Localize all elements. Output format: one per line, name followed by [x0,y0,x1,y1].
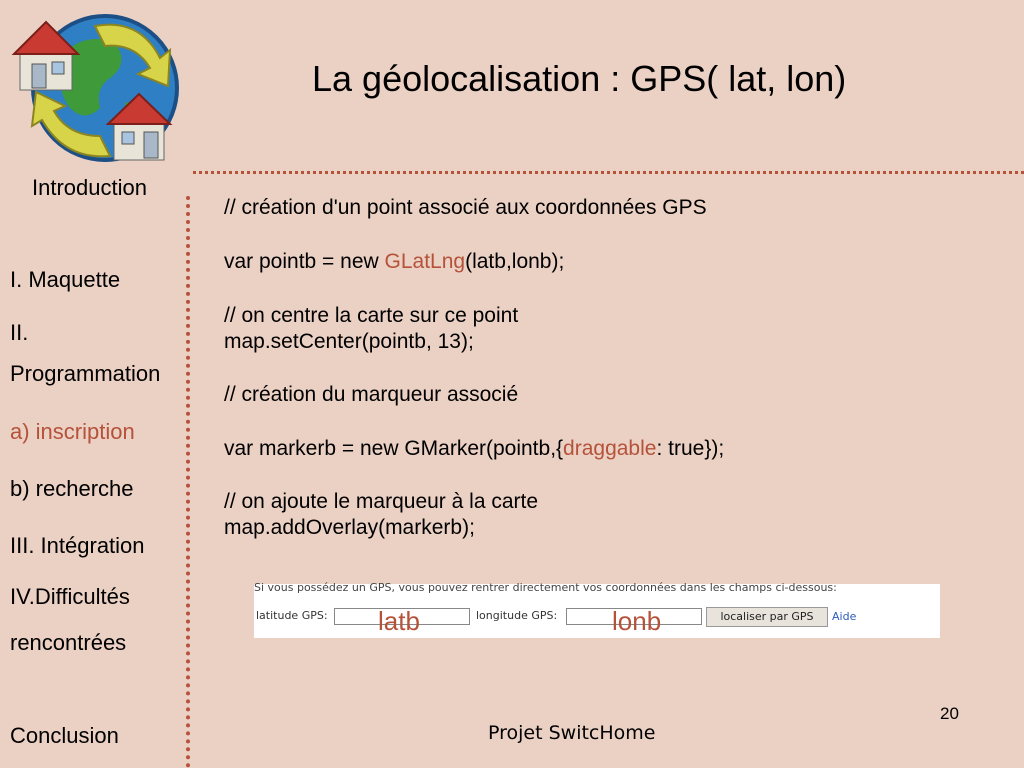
nav-introduction[interactable]: Introduction [32,175,147,200]
page-number: 20 [940,704,959,723]
footer-text: Projet SwitcHome [488,722,656,744]
nav-integration[interactable]: III. Intégration [10,533,145,558]
code-keyword: GLatLng [384,250,466,273]
horizontal-divider [193,171,1024,174]
nav-conclusion[interactable]: Conclusion [10,723,119,748]
nav-programmation[interactable]: II. [10,320,29,345]
latb-annotation: latb [378,606,420,636]
code-line: map.addOverlay(markerb); [224,516,475,539]
vertical-divider [186,196,190,768]
latitude-label: latitude GPS: [256,609,328,622]
lonb-annotation: lonb [612,606,662,636]
nav-programmation-label[interactable]: Programmation [10,361,161,386]
nav-maquette[interactable]: I. Maquette [10,267,121,292]
code-text: var markerb = new GMarker(pointb,{ [224,437,564,460]
nav-difficultes[interactable]: IV.Difficultés [10,584,130,609]
localiser-button[interactable]: localiser par GPS [706,607,828,627]
slide-title: La géolocalisation : GPS( lat, lon) [312,58,847,99]
code-comment: // création d'un point associé aux coordonnées GPS [224,196,707,219]
code-text: (latb,lonb); [465,250,565,273]
code-comment: // création du marqueur associé [224,383,519,406]
code-line [224,250,564,274]
gps-form-screenshot [254,581,940,638]
nav-difficultes-label[interactable]: rencontrées [10,630,127,655]
nav-recherche[interactable]: b) recherche [10,476,134,501]
switchhome-logo [10,8,180,168]
code-comment: // on centre la carte sur ce point [224,304,519,327]
code-keyword: draggable [563,437,657,460]
longitude-label: longitude GPS: [476,609,558,622]
code-line [224,437,724,461]
code-text: : true}); [656,437,725,460]
nav-inscription[interactable]: a) inscription [10,419,135,444]
code-text: var pointb = new [224,250,385,273]
form-intro-text: Si vous possédez un GPS, vous pouvez rentrer directement vos coordonnées dans les champs ci-dessous: [254,581,837,593]
code-line: map.setCenter(pointb, 13); [224,330,474,353]
help-link[interactable]: Aide [832,610,857,623]
code-comment: // on ajoute le marqueur à la carte [224,490,539,513]
